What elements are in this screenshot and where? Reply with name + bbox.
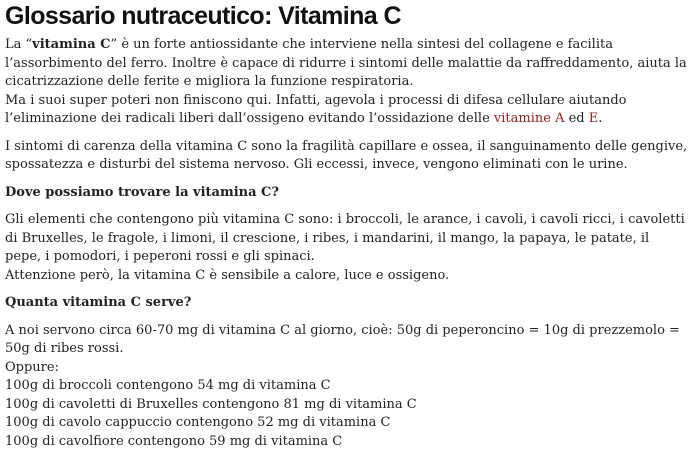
- deficiency-paragraph: I sintomi di carenza della vitamina C sono la fragilità capillare e ossea, il sanguinamento delle gengive, spossatezza e disturbi del sistema nervoso. Gli eccessi, invece, vengono eliminati con le urine.: [5, 138, 688, 172]
- dosage-paragraph: [5, 322, 688, 452]
- intro-text-rest: ” è un forte antiossidante che interviene nella sintesi del collagene e facilita l’assorbimento del ferro. Inoltre è capace di ridurre i sintomi delle malattie da raffreddamento, aiuta la cicatrizzazione delle ferite e migliora la funzione respiratoria.: [5, 37, 687, 89]
- vitamin-c-bold: vitamina C: [32, 37, 111, 52]
- where-heading: Dove possiamo trovare la vitamina C?: [5, 184, 280, 200]
- list-item: 100g di cavoletti di Bruxelles contengono 81 mg di vitamina C: [5, 396, 417, 412]
- intro-text-period: .: [598, 111, 603, 126]
- list-item: 100g di cavolo cappuccio contengono 52 mg di vitamina C: [5, 415, 391, 430]
- warning-text: Attenzione però, la vitamina C è sensibile a calore, luce e ossigeno.: [5, 267, 450, 283]
- sources-paragraph: [5, 211, 688, 285]
- how-much-heading: Quanta vitamina C serve?: [5, 295, 192, 310]
- sources-text: Gli elementi che contengono più vitamina C sono: i broccoli, le arance, i cavoli, i cavoli ricci, i cavoletti di Bruxelles, le fragole, i limoni, il crescione, i ribes, i mandarini, il mango, la papaya, le patate, il pepe, i pomodori, i peperoni rossi e gli spinaci.: [5, 212, 685, 264]
- oppure-label: Oppure:: [5, 359, 59, 375]
- vitamin-a-link[interactable]: vitamine A: [493, 111, 565, 126]
- dosage-text: A noi servono circa 60-70 mg di vitamina C al giorno, cioè: 50g di peperoncino = 10g di prezzemolo = 50g di ribes rossi.: [5, 322, 680, 356]
- vitamin-e-link[interactable]: E: [588, 111, 599, 126]
- intro-text-start: La “: [5, 37, 33, 52]
- list-item: 100g di cavolfiore contengono 59 mg di vitamina C: [5, 433, 343, 449]
- intro-text-and: ed: [564, 111, 589, 126]
- list-item: 100g di broccoli contengono 54 mg di vitamina C: [5, 378, 331, 393]
- intro-paragraph: [5, 36, 688, 129]
- intro-text-powers: Ma i suoi super poteri non finiscono qui. Infatti, agevola i processi di difesa cellulare aiutando l’eliminazione dei radicali liberi dall’ossigeno evitando l’ossidazione delle: [5, 92, 627, 126]
- article: [5, 0, 688, 451]
- page-title: Glossario nutraceutico: Vitamina C: [5, 2, 401, 30]
